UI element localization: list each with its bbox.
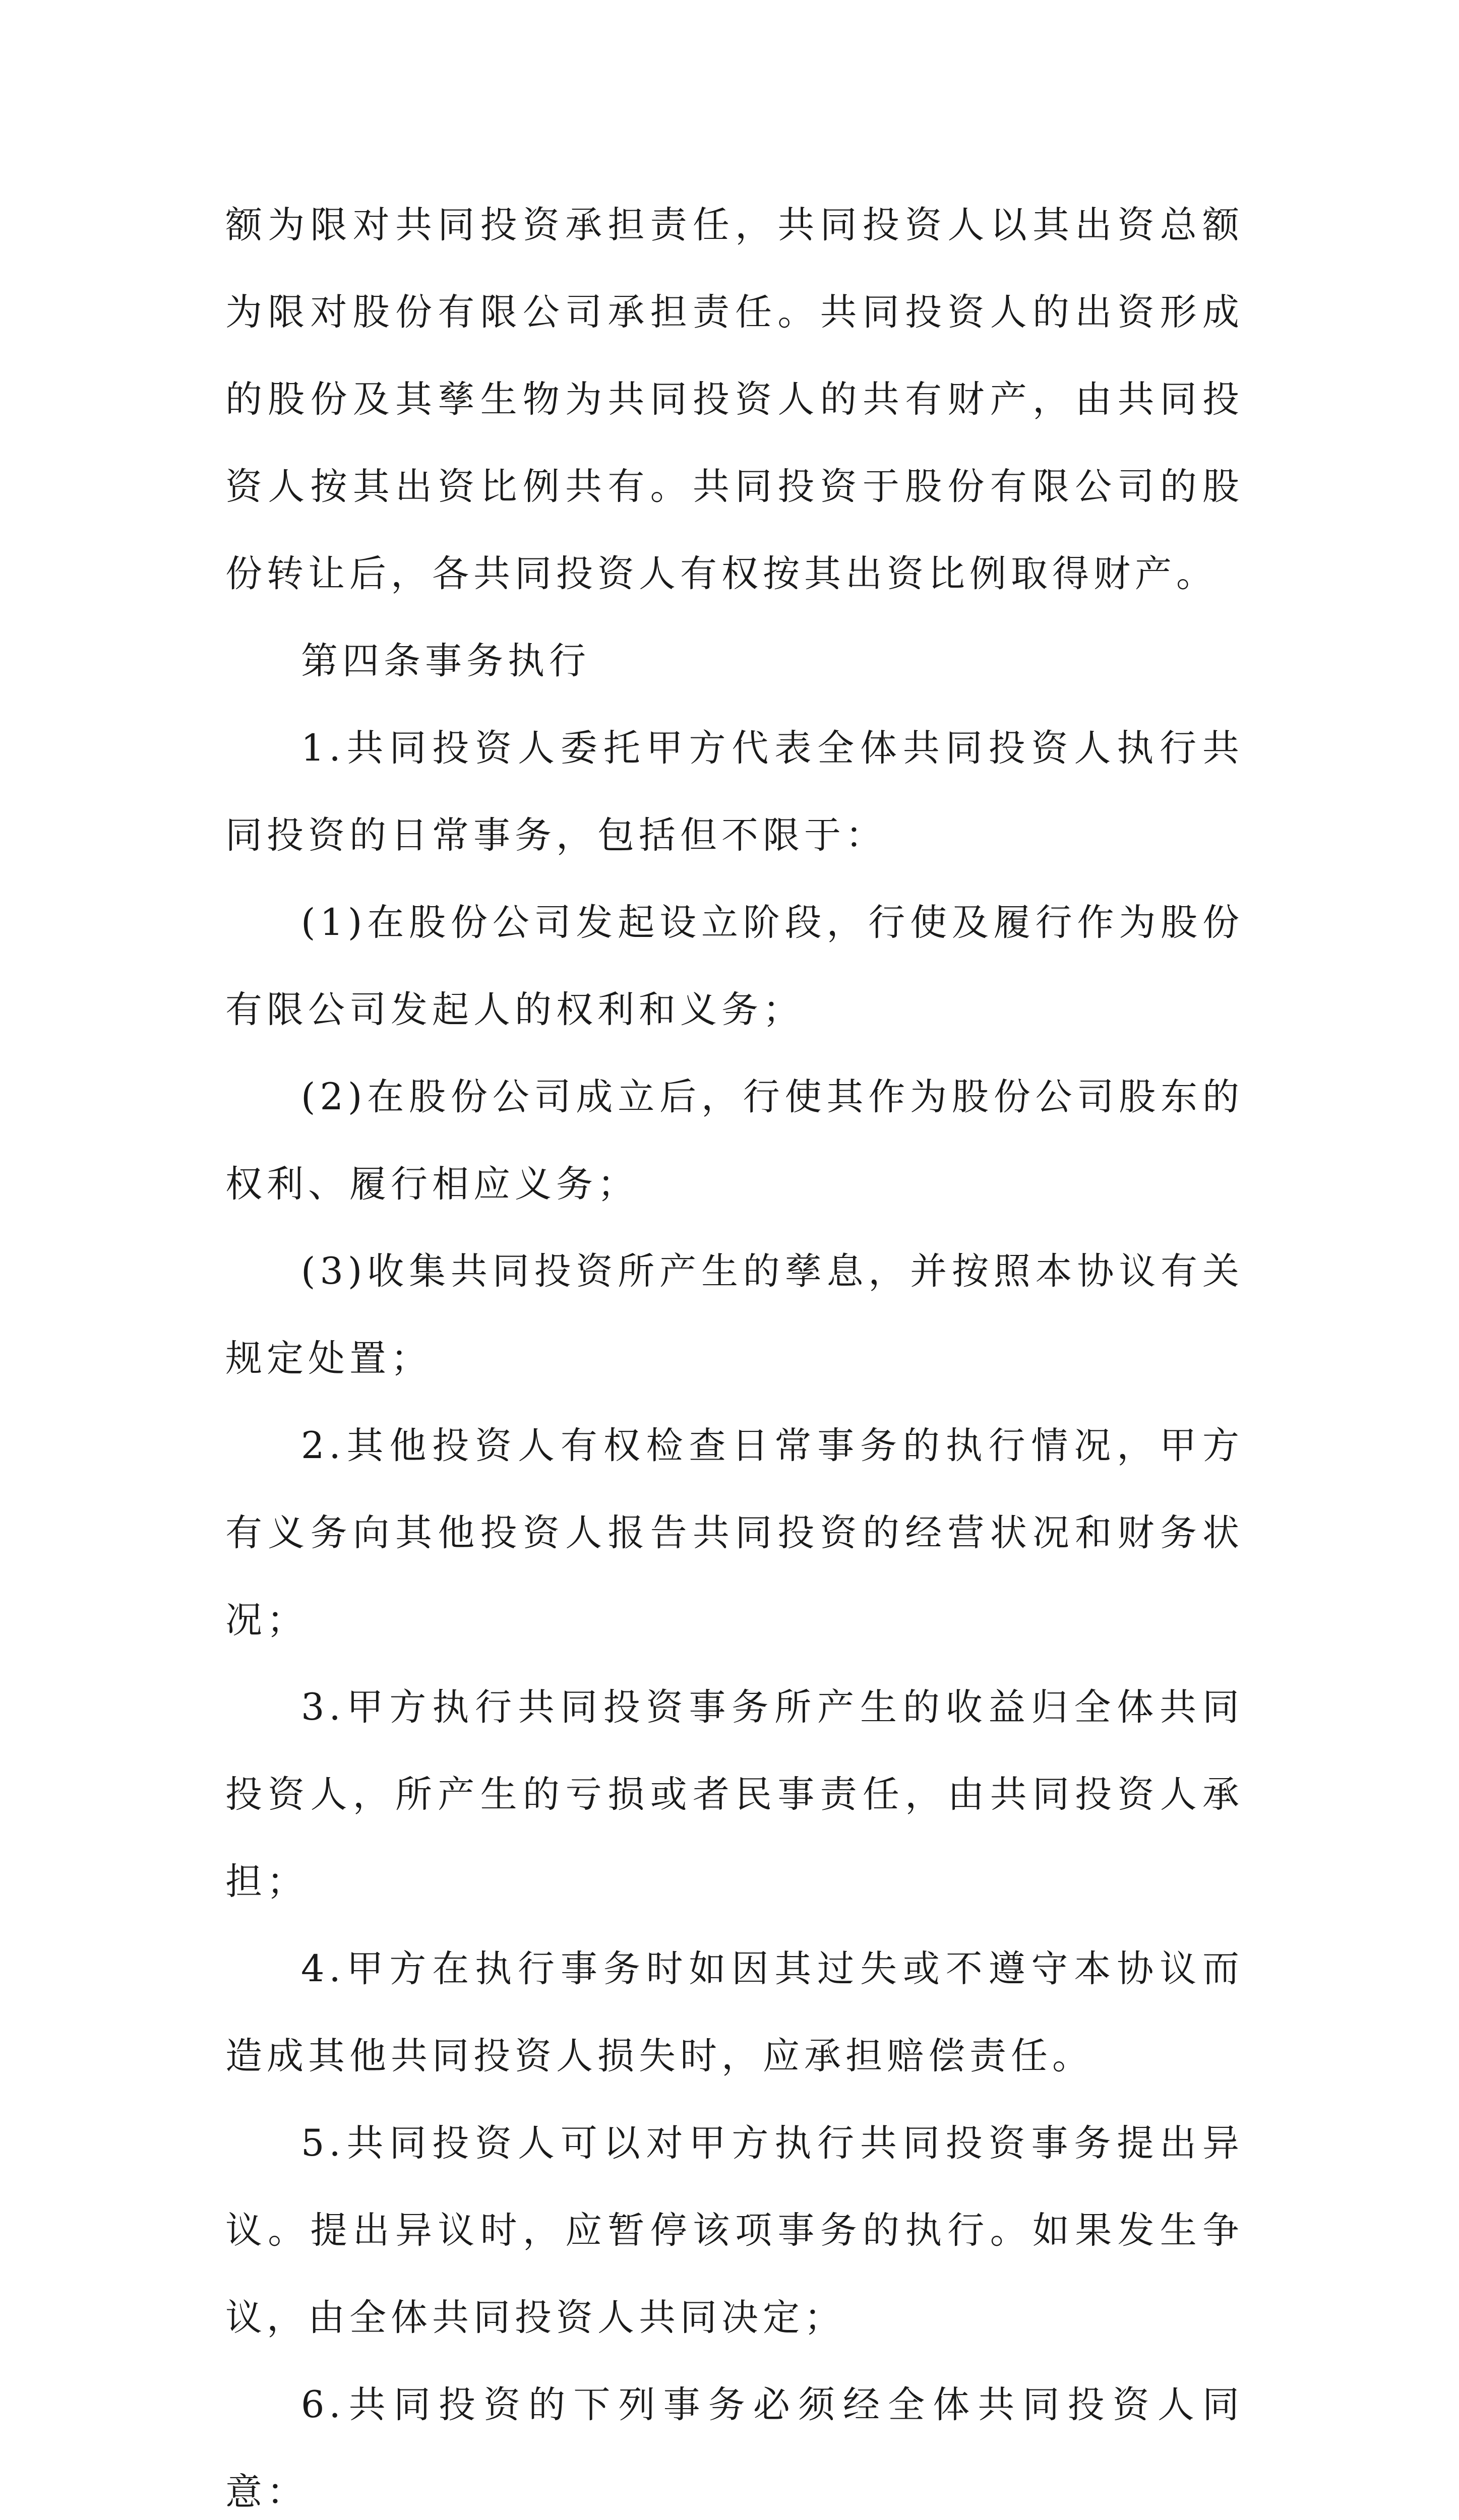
clause-4: 4.甲方在执行事务时如因其过失或不遵守本协议而造成其他共同投资人损失时，应承担赔偿责任。 [225, 1947, 1244, 2077]
clause-1: 1.共同投资人委托甲方代表全体共同投资人执行共同投资的日常事务，包括但不限于： [225, 727, 1244, 857]
clause-6: 6.共同投资的下列事务必须经全体共同投资人同意： [225, 2383, 1244, 2513]
clause-5: 5.共同投资人可以对甲方执行共同投资事务提出异议。提出异议时，应暂停该项事务的执行。如果发生争议，由全体共同投资人共同决定； [225, 2122, 1244, 2339]
clause-1-item-3: (3)收集共同投资所产生的孳息，并按照本协议有关规定处置； [225, 1250, 1244, 1380]
clause-1-item-1: (1)在股份公司发起设立阶段，行使及履行作为股份有限公司发起人的权利和义务； [225, 901, 1244, 1031]
clause-1-item-2: (2)在股份公司成立后，行使其作为股份公司股东的权利、履行相应义务； [225, 1076, 1244, 1206]
paragraph-liability-continued: 额为限对共同投资承担责任，共同投资人以其出资总额为限对股份有限公司承担责任。共同投资人的出资形成的股份及其孳生物为共同投资人的共有财产，由共同投资人按其出资比例共有。共同投资于股份有限公司的股份转让后，各共同投资人有权按其出资比例取得财产。 [225, 204, 1244, 595]
clause-3: 3.甲方执行共同投资事务所产生的收益归全体共同投资人，所产生的亏损或者民事责任，由共同投资人承担； [225, 1686, 1244, 1903]
section-heading-article-4: 第四条事务执行 [301, 640, 590, 682]
clause-2: 2.其他投资人有权检查日常事务的执行情况，甲方有义务向其他投资人报告共同投资的经营状况和财务状况； [225, 1424, 1244, 1642]
document-body [225, 181, 1244, 2520]
